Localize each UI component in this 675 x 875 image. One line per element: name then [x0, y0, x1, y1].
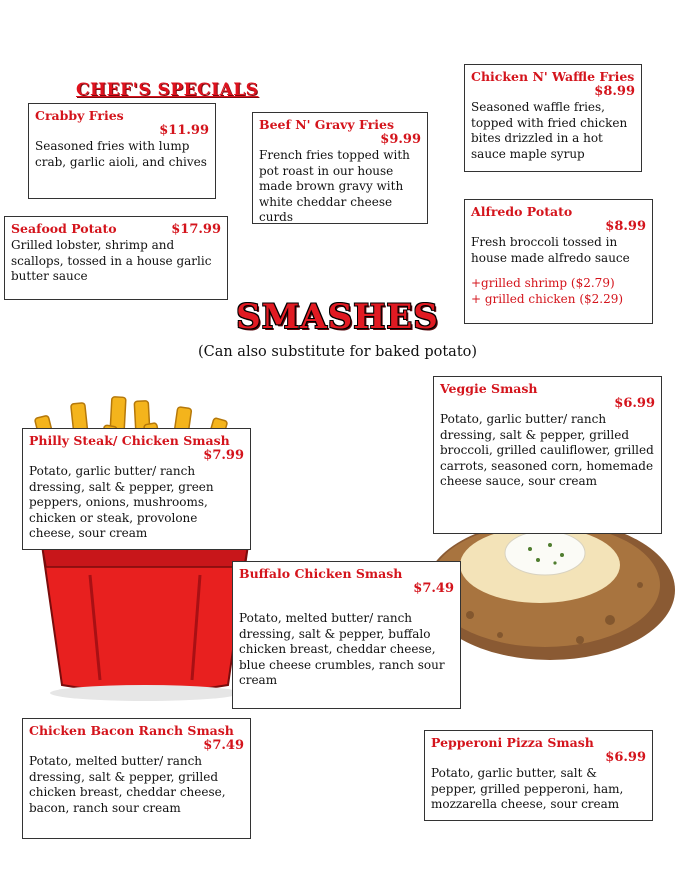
- menu-item-crabby-fries: [28, 103, 216, 199]
- item-description: Seasoned fries with lump crab, garlic aioli, and chives: [35, 139, 207, 169]
- item-price: $7.49: [203, 738, 244, 753]
- item-name: Alfredo Potato: [471, 204, 573, 219]
- smashes-subtitle: (Can also substitute for baked potato): [197, 344, 478, 360]
- item-description: Potato, garlic butter/ ranch dressing, salt & pepper, green peppers, onions, mushrooms, chicken or steak, provolone cheese, sour cream: [29, 464, 214, 541]
- item-price: $7.49: [413, 581, 454, 596]
- item-price: $6.99: [614, 396, 655, 411]
- menu-item-veggie-smash: [433, 376, 662, 534]
- item-description: Fresh broccoli tossed in house made alfredo sauce: [471, 235, 630, 265]
- item-name: Philly Steak/ Chicken Smash: [29, 433, 230, 448]
- item-description: Seasoned waffle fries, topped with fried chicken bites drizzled in a hot sauce maple syrup: [471, 100, 628, 161]
- addon-chicken: + grilled chicken ($2.29): [471, 291, 624, 306]
- item-name: Pepperoni Pizza Smash: [431, 735, 594, 750]
- item-description: Potato, garlic butter/ ranch dressing, salt & pepper, grilled broccoli, grilled cauliflower, grilled carrots, seasoned corn, homemade cheese sauce, sour cream: [440, 412, 654, 489]
- item-description: Potato, garlic butter, salt & pepper, grilled pepperoni, ham, mozzarella cheese, sour cream: [431, 766, 624, 812]
- item-name: Seafood Potato: [11, 221, 117, 236]
- item-name: Beef N' Gravy Fries: [259, 117, 395, 132]
- item-description: Potato, melted butter/ ranch dressing, salt & pepper, grilled chicken breast, cheddar cheese, bacon, ranch sour cream: [29, 754, 226, 815]
- addon-shrimp: +grilled shrimp ($2.79): [471, 276, 615, 291]
- item-price: $8.99: [594, 84, 635, 99]
- menu-item-chicken-bacon-ranch-smash: [22, 718, 251, 839]
- item-description: Grilled lobster, shrimp and scallops, tossed in a house garlic butter sauce: [11, 238, 212, 284]
- item-price: $6.99: [605, 750, 646, 765]
- menu-item-buffalo-chicken-smash: [232, 561, 461, 709]
- item-description: Potato, melted butter/ ranch dressing, salt & pepper, buffalo chicken breast, cheddar cheese, blue cheese crumbles, ranch sour cream: [239, 611, 445, 688]
- item-name: Buffalo Chicken Smash: [239, 566, 403, 581]
- menu-item-pepperoni-pizza-smash: [424, 730, 653, 821]
- smashes-heading: SMASHES: [236, 297, 439, 337]
- item-price: $17.99: [171, 222, 221, 237]
- item-name: Veggie Smash: [440, 381, 538, 396]
- item-description: French fries topped with pot roast in our house made brown gravy with white cheddar cheese curds: [259, 148, 410, 225]
- menu-item-seafood-potato: [4, 216, 228, 300]
- item-price: $8.99: [605, 219, 646, 234]
- item-price: $7.99: [203, 448, 244, 463]
- item-name: Chicken N' Waffle Fries: [471, 69, 635, 84]
- menu-item-philly-smash: [22, 428, 251, 550]
- item-name: Chicken Bacon Ranch Smash: [29, 723, 234, 738]
- chefs-specials-heading: CHEF'S SPECIALS: [76, 80, 259, 100]
- item-price: $9.99: [380, 132, 421, 147]
- item-name: Crabby Fries: [35, 108, 124, 123]
- menu-item-chicken-waffle-fries: [464, 64, 642, 172]
- menu-item-beef-gravy-fries: [252, 112, 428, 224]
- item-price: $11.99: [159, 123, 209, 138]
